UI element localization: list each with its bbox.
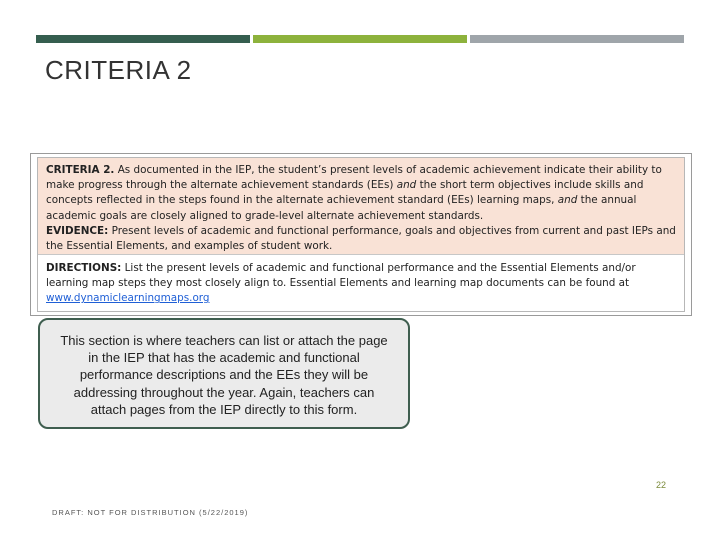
dynamic-learning-maps-link[interactable]: www.dynamiclearningmaps.org — [46, 292, 210, 305]
criteria-and-1: and — [396, 179, 417, 192]
directions-box — [38, 254, 684, 311]
criteria-text-2: the short term objectives include skills and concepts reflected in the steps found in the alternate achievement standard (EEs) learning maps, — [46, 179, 644, 207]
directions-label: DIRECTIONS: — [46, 262, 122, 274]
header-bar-gray — [470, 35, 684, 43]
criteria-label: CRITERIA 2. — [46, 164, 115, 176]
criteria-table — [37, 157, 685, 312]
criteria-text-3: the annual academic goals are closely aligned to grade-level alternate achievement standards. — [46, 194, 637, 222]
criteria-screenshot-panel — [30, 153, 692, 316]
callout-note: This section is where teachers can list or attach the page in the IEP that has the academic and functional performance descriptions and the EEs they will be addressing throughout the year. Again, teachers can attach pages from the IEP directly to this form. — [38, 318, 410, 429]
page-number: 22 — [656, 480, 667, 490]
criteria-and-2: and — [557, 194, 578, 207]
header-bar-dark-green — [36, 35, 250, 43]
evidence-label: EVIDENCE: — [46, 224, 109, 237]
evidence-text: Present levels of academic and functional performance, goals and objectives from current and past IEPs and the Essential Elements, and examples of student work. — [46, 224, 676, 253]
header-bar-light-green — [253, 35, 467, 43]
slide-title: CRITERIA 2 — [45, 55, 192, 85]
criteria-text-1: As documented in the IEP, the student’s present levels of academic achievement indicate their ability to make progress through the alternate achievement standards (EEs) — [46, 164, 662, 192]
draft-footer: DRAFT: NOT FOR DISTRIBUTION (5/22/2019) — [52, 508, 249, 517]
criteria-description-box — [38, 158, 684, 254]
directions-text: List the present levels of academic and functional performance and the Essential Elements and/or learning map steps they most closely align to. Essential Elements and learning map documents can be found at — [46, 262, 636, 290]
